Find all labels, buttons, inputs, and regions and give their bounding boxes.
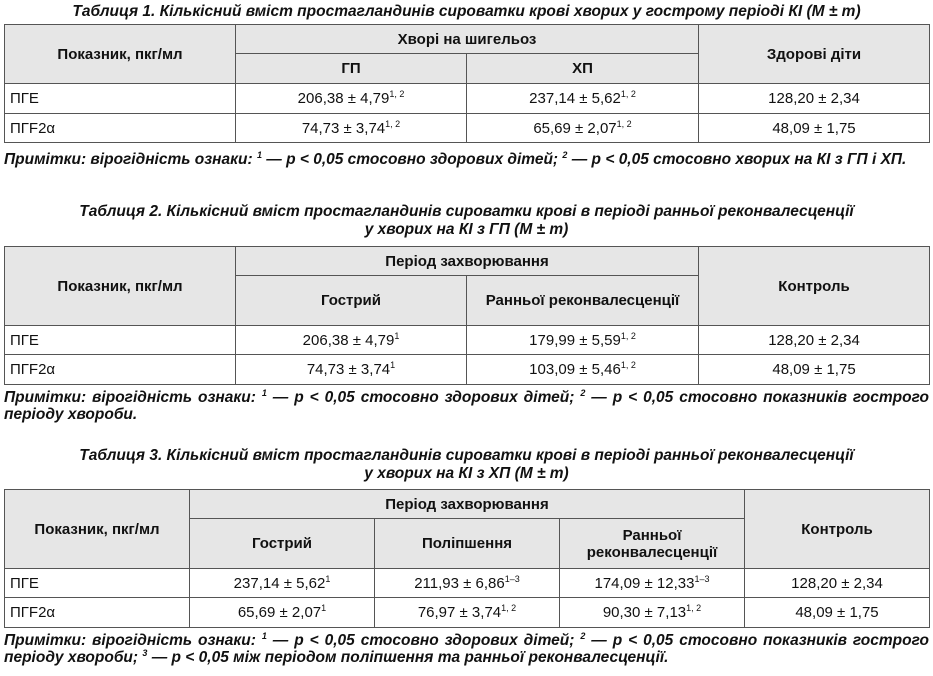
table2-header-indicator: Показник, пкг/мл: [5, 247, 236, 326]
table-row: [5, 355, 930, 385]
row-label: ПГЕ: [5, 84, 236, 114]
note-text: — p < 0,05 стосовно здорових дітей;: [272, 389, 575, 406]
table1-header-sub-2: ХП: [467, 54, 699, 84]
table3-title: [0, 447, 933, 483]
note-lead: Примітки: вірогідність ознаки:: [4, 389, 256, 406]
table-cell: [560, 598, 745, 628]
table3-header-group: Період захворювання: [190, 490, 745, 519]
cell-superscript: 1, 2: [620, 330, 636, 341]
row-label: ПГF2α: [5, 598, 190, 628]
row-label: ПГЕ: [5, 326, 236, 355]
note-superscript: 2: [580, 631, 586, 641]
table3-header-sub-2: Поліпшення: [375, 519, 560, 569]
cell-superscript: 1: [394, 330, 400, 341]
note-superscript: 3: [142, 648, 148, 658]
table-cell: [236, 326, 467, 355]
note-text: — p < 0,05 стосовно хворих на КІ з ГП і ХП.: [571, 151, 907, 168]
table1-note: [4, 151, 929, 168]
table2: [4, 246, 930, 385]
cell-superscript: 1–3: [694, 573, 710, 584]
note-text: — p < 0,05 стосовно показників гострого періоду хвороби;: [4, 632, 929, 666]
table3-header-control: Контроль: [745, 490, 930, 569]
table3-header-sub-1: Гострий: [190, 519, 375, 569]
table-cell: [560, 569, 745, 598]
cell-superscript: 1, 2: [620, 89, 636, 99]
note-lead: Примітки: вірогідність ознаки:: [4, 151, 253, 168]
table1-title-text: Таблиця 1. Кількісний вміст простагландинів сироватки крові хворих у гострому періоді КІ (M ± m): [72, 3, 861, 20]
control-cell: 128,20 ± 2,34: [699, 326, 930, 355]
table1-header-sub-1: ГП: [236, 54, 467, 84]
table-cell: [236, 114, 467, 143]
note-lead: Примітки: вірогідність ознаки:: [4, 632, 256, 649]
table-row: [5, 114, 930, 143]
table2-title-line-2: у хворих на КІ з ГП (M ± m): [364, 221, 569, 238]
table2-header-sub-1: Гострий: [236, 276, 467, 326]
cell-superscript: 1, 2: [686, 603, 702, 613]
table1-title: [0, 3, 933, 21]
note-superscript: 1: [261, 631, 267, 641]
note-text: — p < 0,05 стосовно здорових дітей;: [272, 632, 575, 649]
table2-header-group: Період захворювання: [236, 247, 699, 276]
cell-value: 206,38 ± 4,79: [302, 331, 395, 349]
table1-header-group: Хворі на шигельоз: [236, 25, 699, 54]
table3: [4, 489, 930, 628]
cell-value: 237,14 ± 5,62: [529, 90, 621, 107]
table3-note: [4, 632, 929, 666]
cell-superscript: 1: [321, 603, 327, 613]
table-cell: [190, 598, 375, 628]
table2-header-sub-2: Ранньої реконвалесценції: [467, 276, 699, 326]
cell-value: 74,73 ± 3,74: [301, 119, 386, 137]
row-label: ПГЕ: [5, 569, 190, 598]
table-cell: [375, 598, 560, 628]
note-text: — p < 0,05 стосовно показників гострого періоду хвороби.: [4, 389, 929, 423]
cell-value: 76,97 ± 3,74: [417, 604, 502, 621]
cell-superscript: 1, 2: [616, 118, 632, 129]
table2-title: [0, 203, 933, 239]
table-cell: [467, 326, 699, 355]
control-cell: 48,09 ± 1,75: [745, 598, 930, 628]
table-cell: [236, 355, 467, 385]
cell-value: 103,09 ± 5,46: [529, 361, 621, 378]
table-row: [5, 326, 930, 355]
cell-value: 65,69 ± 2,07: [237, 604, 322, 621]
cell-value: 65,69 ± 2,07: [533, 119, 617, 137]
row-label: ПГF2α: [5, 114, 236, 143]
table1: [4, 24, 930, 143]
note-superscript: 1: [256, 150, 262, 160]
note-text: — p < 0,05 стосовно здорових дітей;: [266, 151, 559, 168]
cell-superscript: 1: [325, 573, 331, 584]
cell-value: 74,73 ± 3,74: [306, 361, 391, 378]
cell-superscript: 1, 2: [385, 118, 401, 129]
table-row: [5, 84, 930, 114]
cell-superscript: 1–3: [504, 573, 520, 584]
table3-title-line-1: Таблиця 3. Кількісний вміст простагландинів сироватки крові в періоді ранньої реконвалесценції: [79, 447, 854, 464]
control-cell: 128,20 ± 2,34: [745, 569, 930, 598]
cell-superscript: 1, 2: [389, 89, 405, 99]
table-row: [5, 598, 930, 628]
table3-header-sub-3: Ранньої реконвалесценції: [560, 519, 745, 569]
cell-value: 211,93 ± 6,86: [414, 574, 505, 592]
note-superscript: 1: [261, 388, 267, 398]
table-cell: [375, 569, 560, 598]
table-cell: [236, 84, 467, 114]
table1-header-indicator: Показник, пкг/мл: [5, 25, 236, 84]
table2-note: [4, 389, 929, 423]
cell-value: 90,30 ± 7,13: [602, 604, 687, 621]
control-cell: 48,09 ± 1,75: [699, 355, 930, 385]
row-label: ПГF2α: [5, 355, 236, 385]
note-superscript: 2: [562, 150, 568, 160]
table-row: [5, 569, 930, 598]
cell-superscript: 1, 2: [620, 360, 636, 370]
table2-header-control: Контроль: [699, 247, 930, 326]
table3-header-indicator: Показник, пкг/мл: [5, 490, 190, 569]
table-cell: [190, 569, 375, 598]
cell-superscript: 1: [390, 360, 396, 370]
control-cell: 48,09 ± 1,75: [699, 114, 930, 143]
table-cell: [467, 114, 699, 143]
control-cell: 128,20 ± 2,34: [699, 84, 930, 114]
table-cell: [467, 84, 699, 114]
cell-value: 174,09 ± 12,33: [594, 574, 695, 592]
table1-header-control: Здорові діти: [699, 25, 930, 84]
table-cell: [467, 355, 699, 385]
cell-value: 179,99 ± 5,59: [529, 331, 621, 349]
cell-superscript: 1, 2: [501, 603, 517, 613]
note-text: — p < 0,05 між періодом поліпшення та ранньої реконвалесценції.: [151, 649, 669, 666]
note-superscript: 2: [580, 388, 586, 398]
table3-title-line-2: у хворих на КІ з ХП (M ± m): [364, 465, 569, 482]
table2-title-line-1: Таблиця 2. Кількісний вміст простагландинів сироватки крові в періоді ранньої реконвалесценції: [79, 203, 854, 220]
cell-value: 237,14 ± 5,62: [233, 574, 326, 592]
cell-value: 206,38 ± 4,79: [297, 90, 390, 107]
